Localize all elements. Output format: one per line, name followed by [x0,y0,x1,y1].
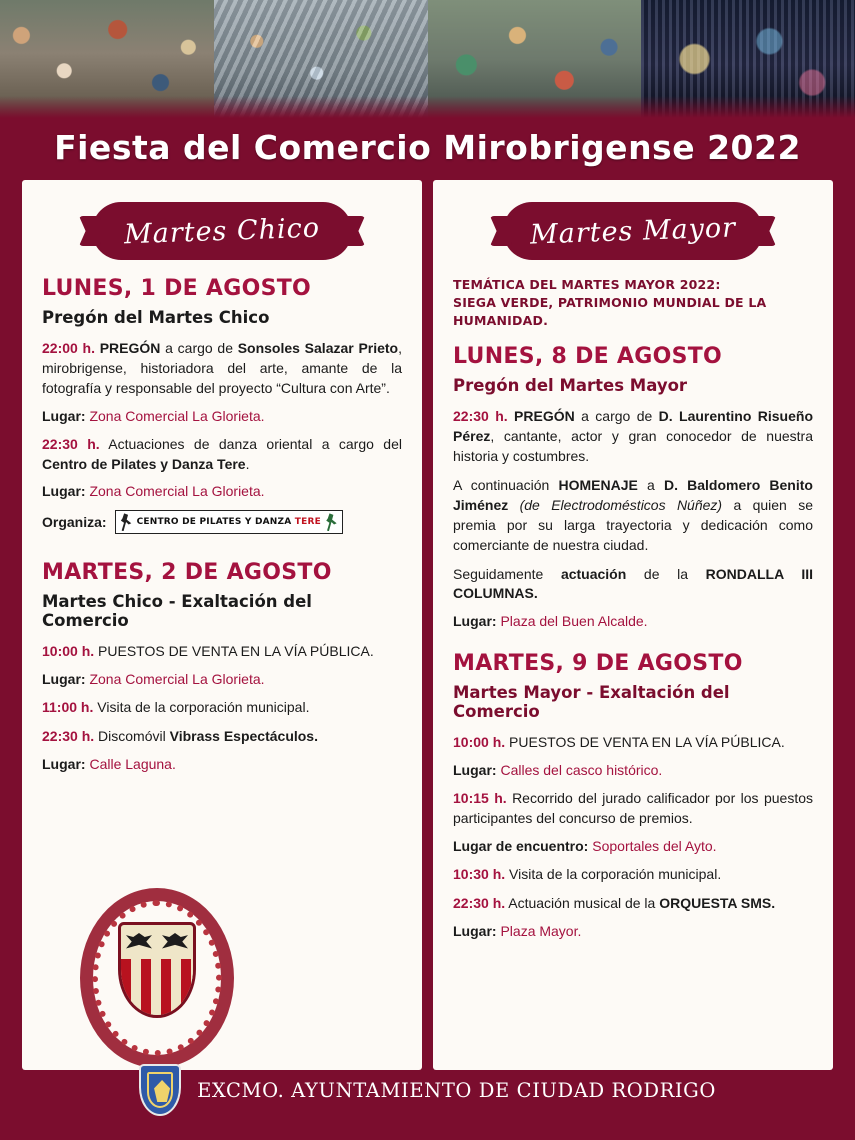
entry-discomovil-2230 [42,727,402,747]
ribbon-martes-mayor [503,202,763,260]
ribbon-label: Martes Mayor [529,211,737,251]
logo-text: CENTRO DE PILATES Y DANZA TERE [136,517,321,528]
photo-banner [0,0,855,118]
entry-text-mid: a [637,477,664,493]
ayuntamiento-shield-icon [139,1064,181,1116]
entry-danza-2230 [42,435,402,475]
entry-time: 10:30 h. [453,865,506,882]
entry-text-mid: de la [626,565,706,582]
entry-text: Visita de la corporación municipal. [93,699,310,716]
entry-time: 22:00 h. [42,340,95,356]
entry-text-tail: , mirobrigense, historiadora del arte, amante de la fotografía y responsable del proyecto “Cultura con Arte”. [42,340,403,396]
entry-pregon-2200 [42,339,402,399]
place-label: Lugar: [42,756,86,772]
entry-time: 10:00 h. [42,643,95,660]
place-jurado-1015 [453,838,813,854]
entry-orquesta-2230 [453,894,813,914]
subheading-exaltacion-comercio-chico: Martes Chico - Exaltación del Comercio [42,592,312,631]
place-danza-2230 [42,483,402,499]
place-value: Calles del casco histórico. [500,762,663,779]
theme-block [453,276,813,330]
entry-text: A continuación [453,477,559,493]
program-columns [0,180,855,1070]
entry-name: Sonsoles Salazar Prieto [237,340,399,356]
organiza-row [42,510,402,534]
heading-martes-9-agosto: MARTES, 9 DE AGOSTO [453,651,743,677]
entry-text-tail: , cantante, actor y gran conocedor de nuestra historia y costumbres. [453,428,813,465]
entry-emph: PREGÓN [99,340,161,356]
theme-line-2: SIEGA VERDE, PATRIMONIO MUNDIAL DE LA HUMANIDAD. [453,295,767,329]
entry-pregon-2230 [453,407,813,467]
entry-emph: PREGÓN [514,408,575,425]
entry-name: D. Laurentino Risueño Pérez [453,408,813,445]
entry-time: 22:30 h. [453,894,506,911]
pilates-figure-icon [120,513,133,531]
heading-lunes-8-agosto: LUNES, 8 DE AGOSTO [453,344,723,370]
place-label: Lugar: [42,671,86,688]
eagle-right-icon [162,933,188,951]
entry-name: RONDALLA III COLUMNAS. [453,565,813,602]
place-value: Plaza Mayor. [500,922,582,939]
entry-text: PUESTOS DE VENTA EN LA VÍA PÚBLICA. [94,643,374,660]
subheading-pregon-martes-mayor: Pregón del Martes Mayor [453,376,688,396]
ribbon-martes-chico [92,202,352,260]
place-label: Lugar: [42,483,86,500]
place-value: Plaza del Buen Alcalde. [500,613,648,630]
crest-shield [118,922,196,1018]
column-martes-chico [22,180,422,1070]
entry-text: Visita de la corporación municipal. [505,865,722,882]
entry-note: (de Electrodomésticos Núñez) [508,496,723,513]
entry-name: ORQUESTA SMS. [659,894,776,911]
place-discomovil-2230 [42,756,402,772]
place-value: Soportales del Ayto. [592,837,717,854]
subheading-pregon-martes-chico: Pregón del Martes Chico [42,308,270,327]
entry-text: a cargo de [574,408,659,425]
entry-text: Actuaciones de danza oriental a cargo del [99,435,402,452]
entry-text: Discomóvil [94,728,170,745]
entry-time: 22:30 h. [453,408,508,425]
entry-emph: HOMENAJE [558,477,638,493]
place-puestos-mayor-1000 [453,762,813,778]
place-value: Zona Comercial La Glorieta. [89,407,265,424]
entry-time: 10:00 h. [453,734,506,751]
place-value: Calle Laguna. [89,756,176,772]
entry-name: Centro de Pilates y Danza Tere [42,455,246,472]
place-rondalla [453,613,813,629]
entry-text-tail: . [245,455,250,472]
heading-lunes-1-agosto: LUNES, 1 DE AGOSTO [42,276,312,301]
entry-time: 22:30 h. [42,728,95,745]
entry-jurado-1015 [453,789,813,829]
entry-homenaje [453,476,813,556]
place-label: Lugar de encuentro: [453,837,589,854]
entry-text: Seguidamente [453,565,561,582]
footer [0,1040,855,1140]
entry-visita-1100 [42,698,402,718]
crest-stripes [121,959,193,1015]
entry-text: PUESTOS DE VENTA EN LA VÍA PÚBLICA. [505,734,785,751]
place-label: Lugar: [42,407,86,424]
entry-time: 11:00 h. [42,699,94,716]
heading-martes-2-agosto: MARTES, 2 DE AGOSTO [42,560,332,586]
place-puestos-1000 [42,671,402,687]
place-value: Zona Comercial La Glorieta. [89,483,265,500]
place-value: Zona Comercial La Glorieta. [89,671,265,688]
entry-time: 10:15 h. [453,790,507,807]
banner-photo-2 [214,0,428,118]
place-label: Lugar: [453,762,497,779]
banner-photo-3 [428,0,642,118]
ribbon-label: Martes Chico [123,212,321,250]
eagle-left-icon [126,933,152,951]
place-label: Lugar: [453,922,497,939]
column-martes-mayor [433,180,833,1070]
entry-emph: actuación [560,565,627,582]
footer-text: EXCMO. AYUNTAMIENTO DE CIUDAD RODRIGO [197,1078,716,1102]
organiza-label: Organiza: [42,514,107,531]
subheading-exaltacion-comercio-mayor: Martes Mayor - Exaltación del Comercio [453,683,730,722]
entry-name: D. Baldomero Benito Jiménez [453,477,813,513]
entry-puestos-1000 [42,642,402,662]
entry-visita-1030 [453,865,813,885]
entry-text: Recorrido del jurado calificador por los puestos participantes del concurso de premios. [453,790,813,826]
dancer-figure-icon [325,513,338,531]
entry-name: Vibrass Espectáculos. [169,728,318,745]
banner-photo-4 [641,0,855,118]
entry-text-tail: a quien se premia por su larga trayectoria y dedicación como comerciante de nuestra ciudad. [453,496,813,553]
centro-pilates-danza-tere-logo [115,510,343,534]
entry-rondalla [453,565,813,605]
place-label: Lugar: [453,613,497,630]
entry-puestos-mayor-1000 [453,733,813,753]
place-pregon-2200 [42,408,402,424]
banner-photo-1 [0,0,214,118]
entry-text: Actuación musical de la [505,894,660,911]
entry-text: a cargo de [160,340,238,356]
theme-line-1: TEMÁTICA DEL MARTES MAYOR 2022: [453,277,721,292]
page-title: Fiesta del Comercio Mirobrigense 2022 [54,128,801,167]
place-orquesta-2230 [453,923,813,939]
entry-time: 22:30 h. [42,435,100,452]
